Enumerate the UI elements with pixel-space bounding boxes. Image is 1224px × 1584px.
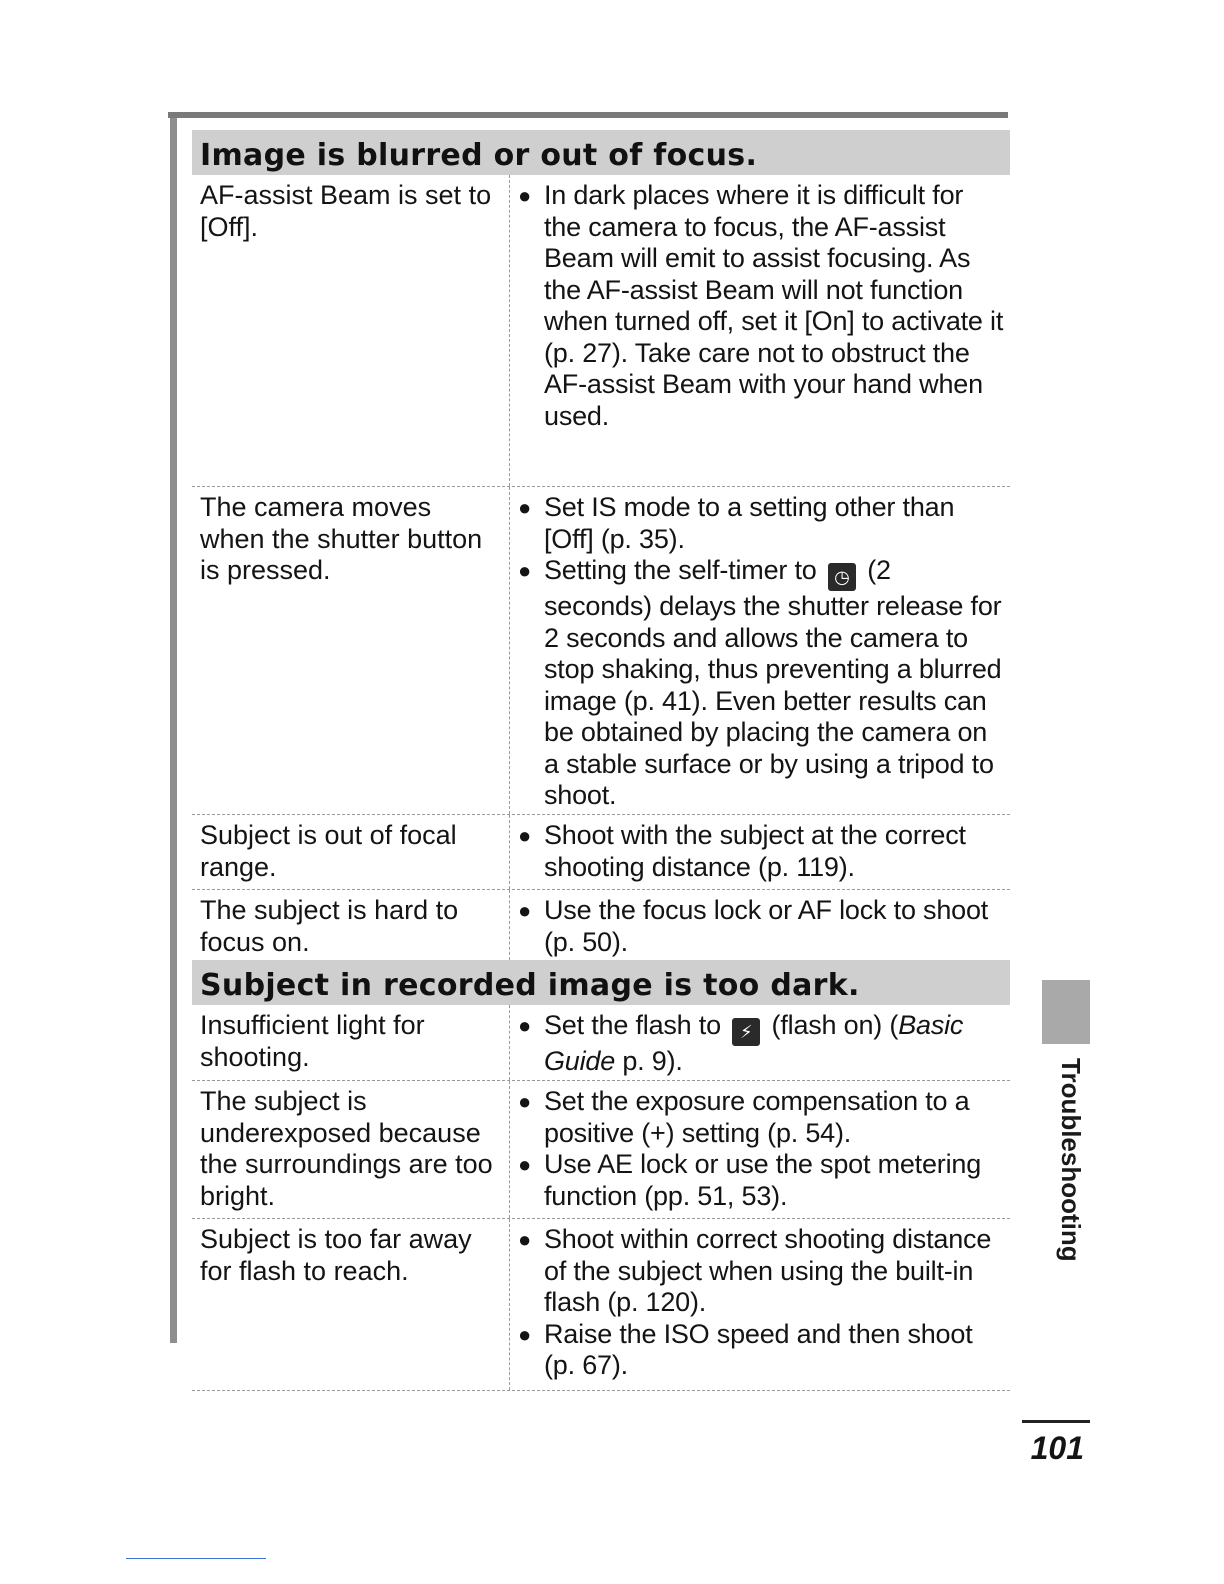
remedy-cell [510,1219,1010,1390]
remedy-cell [510,815,1010,889]
remedy-item: ● Set IS mode to a setting other than [Off] (p. 35). [518,492,1006,555]
side-tab-marker [1042,980,1090,1044]
table-row [192,890,1010,960]
remedy-cell [510,1081,1010,1218]
table-row [192,175,1010,487]
cause-cell: The subject is hard to focus on. [192,890,510,960]
remedy-item: ● Raise the ISO speed and then shoot (p. 67). [518,1319,1006,1382]
side-tab-label: Troubleshooting [1056,1058,1086,1262]
section-header: Image is blurred or out of focus. [192,130,1010,175]
cause-cell: AF-assist Beam is set to [Off]. [192,175,510,486]
remedy-cell [510,1005,1010,1080]
remedy-item: ● Use AE lock or use the spot metering function (pp. 51, 53). [518,1149,1006,1212]
remedy-item: ● Shoot with the subject at the correct shooting distance (p. 119). [518,820,1006,883]
section-header: Subject in recorded image is too dark. [192,960,1010,1005]
table-row [192,815,1010,890]
remedy-cell [510,487,1010,814]
self-timer-2s-icon: ◷ [828,563,856,591]
cause-cell: Subject is out of focal range. [192,815,510,889]
remedy-cell [510,890,1010,960]
remedy-item: ● Set the exposure compensation to a positive (+) setting (p. 54). [518,1086,1006,1149]
flash-on-icon: ⚡ [732,1018,760,1046]
cause-cell: The camera moves when the shutter button is pressed. [192,487,510,814]
troubleshooting-table [192,130,1010,1391]
remedy-item: ● In dark places where it is difficult for the camera to focus, the AF-assist Beam will emit to assist focusing. As the AF-assist Beam will not function when turned off, set it [On] to activate it (p. 27). Take care not to obstruct the AF-assist Beam with your hand when used. [518,180,1006,432]
page-number-rule [1022,1420,1090,1423]
table-row [192,1219,1010,1391]
table-row [192,487,1010,815]
cause-cell: Insufficient light for shooting. [192,1005,510,1080]
page-number: 101 [1030,1430,1084,1466]
remedy-item: ● Setting the self-timer to ◷ (2 seconds) delays the shutter release for 2 seconds and allows the camera to stop shaking, thus preventing a blurred image (p. 41). Even better results can be obtained by placing the camera on a stable surface or by using a tripod to shoot. [518,555,1006,812]
table-row [192,1005,1010,1081]
bottom-link-rule [126,1558,266,1559]
remedy-item: ● Set the flash to ⚡ (flash on) (Basic Guide p. 9). [518,1010,1006,1078]
left-margin-bar [170,118,177,1343]
cause-cell: Subject is too far away for flash to reach. [192,1219,510,1390]
remedy-item: ● Use the focus lock or AF lock to shoot (p. 50). [518,895,1006,958]
cause-cell: The subject is underexposed because the surroundings are too bright. [192,1081,510,1218]
remedy-item: ● Shoot within correct shooting distance of the subject when using the built-in flash (p. 120). [518,1224,1006,1319]
remedy-cell [510,175,1010,486]
top-rule [168,112,1008,118]
table-row [192,1081,1010,1219]
